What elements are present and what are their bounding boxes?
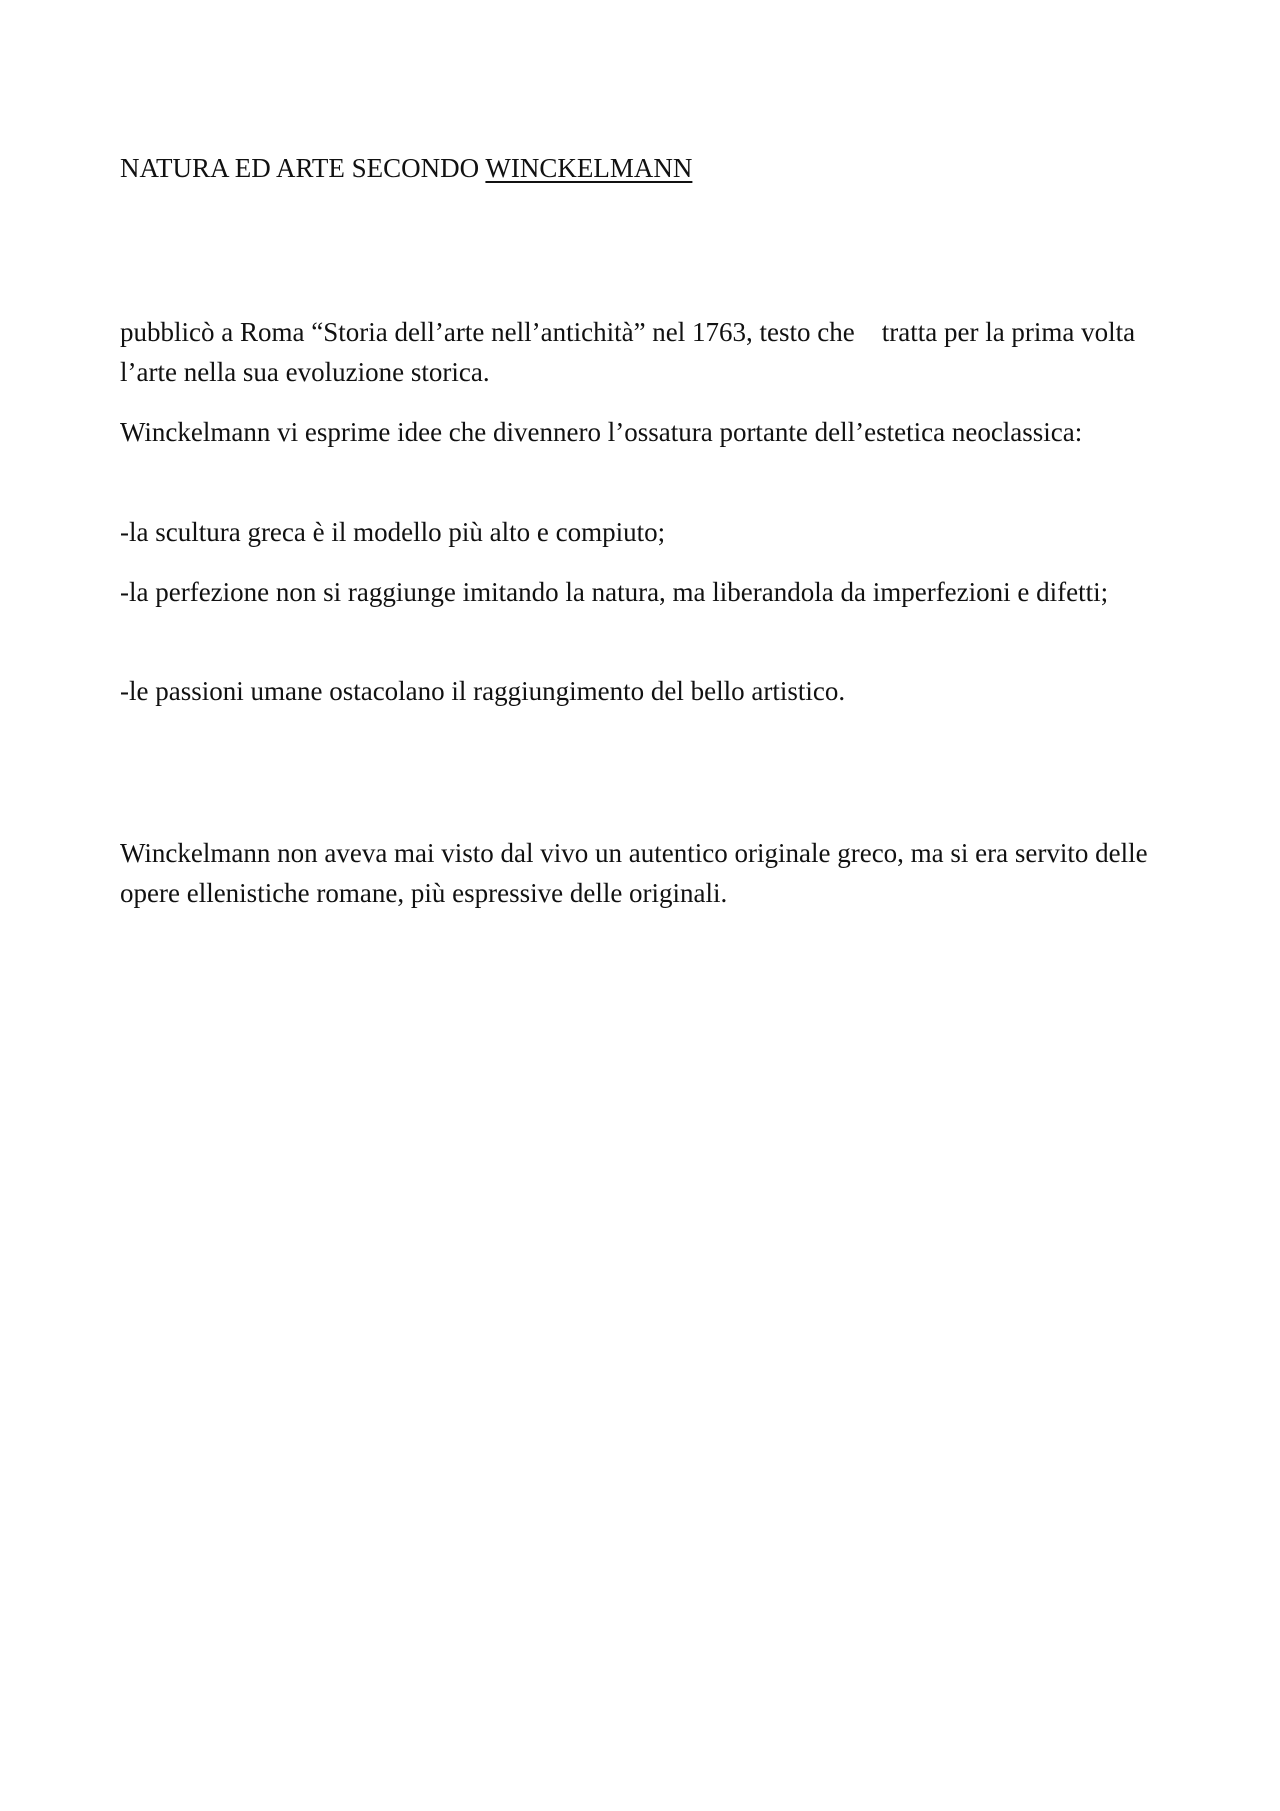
list-item-greek-sculpture: -la scultura greca è il modello più alto e compiuto; xyxy=(120,517,666,547)
paragraph-publication-part2: tratta per la prima volta l’arte nella sua evoluzione storica. xyxy=(120,317,1136,387)
paragraph-publication-part1: pubblicò a Roma “Storia dell’arte nell’antichità” nel 1763, testo che xyxy=(120,317,855,347)
title-underlined-name: WINCKELMANN xyxy=(485,153,693,183)
list-item-passions: -le passioni umane ostacolano il raggiungimento del bello artistico. xyxy=(120,676,846,706)
paragraph-publication-gap xyxy=(855,317,882,347)
title-prefix: NATURA ED ARTE SECONDO xyxy=(120,153,486,183)
list-item-perfection: -la perfezione non si raggiunge imitando la natura, ma liberandola da imperfezioni e difetti; xyxy=(120,577,1109,607)
paragraph-conclusion: Winckelmann non aveva mai visto dal vivo un autentico originale greco, ma si era servito delle opere ellenistiche romane, più espressive delle originali. xyxy=(120,838,1148,908)
document-title xyxy=(120,148,1160,188)
paragraph-ideas-intro: Winckelmann vi esprime idee che divennero l’ossatura portante dell’estetica neoclassica: xyxy=(120,417,1083,447)
paragraph-publication xyxy=(120,312,1160,392)
